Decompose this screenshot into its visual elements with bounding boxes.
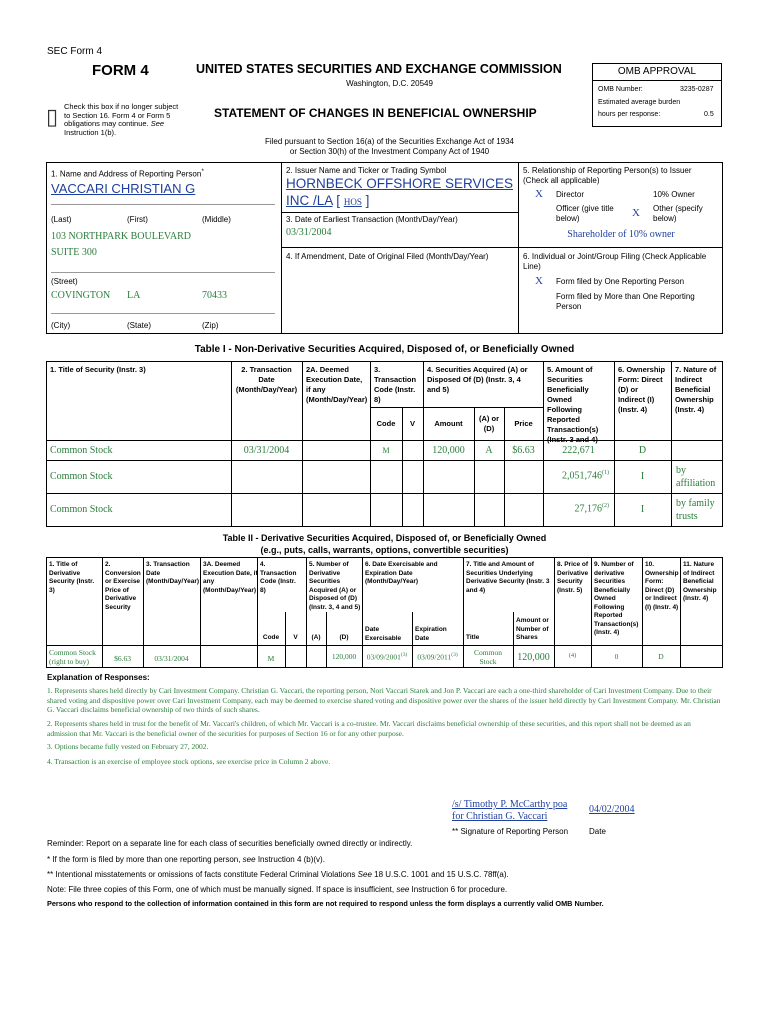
state-label: (State) — [127, 321, 152, 330]
issuer-label: 2. Issuer Name and Ticker or Trading Symbol — [286, 166, 447, 175]
t2-col-owned: 9. Number of derivative Securities Beneficially Owned Following Reported Transaction(s) (Instr. 4) — [594, 561, 639, 636]
t2-row-form: D — [658, 652, 664, 661]
other-title: Shareholder of 10% owner — [567, 229, 675, 240]
director-label: Director — [556, 190, 585, 199]
first-label: (First) — [127, 215, 148, 224]
ten-percent-owner-label: 10% Owner — [653, 190, 695, 199]
t1-row3-owned: 27,176$^{(2)}$ — [574, 503, 609, 515]
t1-row1-amount: 120,000 — [432, 445, 465, 456]
t1-col-ownership-form: 6. Ownership Form: Direct (D) or Indirect (I) (Instr. 4) — [618, 365, 666, 414]
t1-sub-ad: (A) or (D) — [479, 414, 499, 433]
zip-value: 70433 — [202, 290, 227, 301]
omb-hours-value: 0.5 — [704, 111, 714, 118]
t1-row2-title: Common Stock — [50, 471, 113, 482]
address-line-1: 103 NORTHPARK BOULEVARD — [51, 231, 191, 242]
t1-sub-v: V — [409, 419, 415, 428]
t1-row1-form: D — [638, 445, 647, 456]
amendment-label: 4. If Amendment, Date of Original Filed (Month/Day/Year) — [286, 252, 489, 261]
t2-row-exercisable: 03/09/2001$^{(3)}$ — [366, 652, 408, 662]
omb-number-value: 3235-0287 — [680, 86, 714, 93]
footnote-3: 3. Options became fully vested on February 27, 2002. — [47, 742, 209, 751]
other-label: Other (specify below) — [653, 204, 703, 223]
t1-sub-code: Code — [376, 419, 396, 428]
note-misstatements: ** Intentional misstatements or omissions of facts constitute Federal Criminal Violations See 18 U.S.C. 1001 and 15 U.S.C. 78ff(a). — [47, 870, 509, 879]
no-longer-subject-checkbox[interactable]: ▯ — [46, 104, 59, 129]
t2-row-title: Common Stock (right to buy) — [49, 648, 96, 666]
t1-row3-title: Common Stock — [50, 504, 113, 515]
t1-row2-form: I — [640, 471, 645, 482]
reporting-person-label: 1. Name and Address of Reporting Person* — [51, 168, 204, 179]
t2-col-conversion: 2. Conversion or Exercise Price of Derivative Security — [105, 561, 141, 611]
one-person-checkmark[interactable]: X — [535, 275, 543, 287]
issuer-name[interactable]: HORNBECK OFFSHORE SERVICES INC /LA [ HOS ] — [286, 176, 514, 208]
commission-title: UNITED STATES SECURITIES AND EXCHANGE COMMISSION — [196, 62, 562, 76]
t1-col-amount-owned: 5. Amount of Securities Beneficially Owned Following Reported Transaction(s) (Instr. 3 and 4) — [547, 365, 599, 444]
footnote-4: 4. Transaction is an exercise of employee stock options, see exercise price in Column 2 above. — [47, 757, 331, 766]
omb-title: OMB APPROVAL — [617, 66, 697, 77]
t2-sub-title: Title — [466, 634, 480, 641]
t1-row1-title: Common Stock — [50, 445, 113, 456]
t2-row-date: 03/31/2004 — [154, 654, 189, 663]
t2-row-d-amount: 120,000 — [331, 652, 357, 661]
t1-row3-form: I — [640, 504, 645, 515]
more-person-label: Form filed by More than One Reporting Person — [556, 292, 695, 311]
filed-pursuant: Filed pursuant to Section 16(a) of the Securities Exchange Act of 1934 or Section 30(h) of the Investment Company Act of 1940 — [264, 137, 515, 156]
t2-sub-expiration: Expiration Date — [415, 626, 447, 642]
earliest-transaction-date: 03/31/2004 — [286, 227, 332, 238]
t2-col-deemed: 3A. Deemed Execution Date, if any (Month/Day/Year) — [203, 561, 258, 594]
t1-row2-nature: by affiliation — [676, 465, 716, 489]
t1-col-deemed: 2A. Deemed Execution Date, if any (Month/Day/Year) — [306, 365, 368, 404]
t2-row-code: M — [267, 654, 275, 663]
t2-col-price: 8. Price of Derivative Security (Instr. 5) — [557, 561, 589, 594]
zip-label: (Zip) — [202, 321, 219, 330]
date-label: Date — [589, 827, 606, 836]
city-label: (City) — [51, 321, 71, 330]
sec-form-label: SEC Form 4 — [47, 46, 103, 57]
t1-row3-nature: by family trusts — [676, 498, 715, 522]
t1-sub-price: Price — [514, 419, 533, 428]
footnote-2: 2. Represents shares held in trust for the benefit of Mr. Vaccari's children, of which Mr. Vaccari is a co-trustee. Mr. Vaccari disclaims beneficial ownership of these securities, and this report shall not be deemed as an admission that Mr. Vaccari is the beneficial owner of the securities for purposes of Section 16 or for any other purpose. — [47, 719, 691, 738]
t1-col-title: 1. Title of Security (Instr. 3) — [50, 365, 146, 374]
t2-sub-d: (D) — [339, 634, 349, 641]
officer-label: Officer (give title below) — [556, 204, 614, 223]
signature-date: 04/02/2004 — [589, 804, 635, 815]
middle-label: (Middle) — [202, 215, 231, 224]
t1-row1-ad: A — [485, 445, 493, 456]
last-label: (Last) — [51, 215, 72, 224]
footnote-1: 1. Represents shares held directly by Cari Investment Company. Christian G. Vaccari, the reporting person, Nori Vaccari Starek and Jon P. Vaccari are each a one-third shareholder of Cari Investment Company. Due to their shared voting and dispositive power over Cari Investment Company, each may be deemed to exercise shared voting and dispositive power over the shares of the issuer held directly by Cari Investment Company. Mr. Christian G. Vaccari disclaims beneficial ownership of two thirds of such shares. — [47, 686, 721, 715]
form-title: FORM 4 — [92, 62, 149, 79]
one-person-label: Form filed by One Reporting Person — [556, 277, 685, 286]
t2-row-underlying-amount: 120,000 — [517, 652, 550, 663]
filing-label: 6. Individual or Joint/Group Filing (Check Applicable Line) — [523, 252, 707, 271]
t2-sub-v: V — [293, 634, 298, 641]
state-value: LA — [127, 290, 141, 301]
explanation-title: Explanation of Responses: — [47, 673, 150, 682]
commission-address: Washington, D.C. 20549 — [346, 79, 433, 88]
t1-col-date: 2. Transaction Date (Month/Day/Year) — [235, 365, 298, 394]
address-line-2: SUITE 300 — [51, 247, 97, 258]
t1-row2-owned: 2,051,746$^{(1)}$ — [562, 470, 609, 482]
table1-title: Table I - Non-Derivative Securities Acquired, Disposed of, or Beneficially Owned — [194, 344, 575, 355]
t2-col-title: 1. Title of Derivative Security (Instr. 3) — [49, 561, 95, 594]
note-copies: Note: File three copies of this Form, one of which must be manually signed. If space is insufficient, see Instruction 6 for procedure. — [47, 885, 508, 894]
t2-col-number: 5. Number of Derivative Securities Acquired (A) or Disposed of (D) (Instr. 3, 4 and 5) — [309, 561, 361, 611]
city-value: COVINGTON — [51, 290, 111, 301]
t2-col-ownership-form: 10. Ownership Form: Direct (D) or Indirect (I) (Instr. 4) — [645, 561, 679, 611]
omb-hours-label: hours per response: — [598, 111, 661, 118]
relationship-label: 5. Relationship of Reporting Person(s) to Issuer (Check all applicable) — [523, 166, 692, 185]
omb-number-label: OMB Number: — [598, 86, 643, 93]
director-checkmark[interactable]: X — [535, 188, 543, 200]
signature-label: ** Signature of Reporting Person — [452, 827, 569, 836]
signature: /s/ Timothy P. McCarthy poa for Christian G. Vaccari — [452, 799, 568, 822]
other-checkmark[interactable]: X — [632, 207, 640, 219]
t1-col-nature: 7. Nature of Indirect Beneficial Ownership (Instr. 4) — [675, 365, 717, 414]
t2-sub-code: Code — [262, 634, 280, 641]
table2-title: Table II - Derivative Securities Acquired, Disposed of, or Beneficially Owned (e.g., puts, calls, warrants, options, convertible securities) — [222, 533, 547, 555]
t2-col-underlying: 7. Title and Amount of Securities Underlying Derivative Security (Instr. 3 and 4) — [466, 561, 550, 594]
note-multiple-persons: * If the form is filed by more than one reporting person, see Instruction 4 (b)(v). — [47, 855, 325, 864]
reporting-person-name[interactable]: VACCARI CHRISTIAN G — [51, 181, 196, 196]
statement-title: STATEMENT OF CHANGES IN BENEFICIAL OWNERSHIP — [214, 106, 537, 120]
t2-row-price: $6.63 — [114, 654, 131, 663]
omb-burden-label: Estimated average burden — [598, 99, 681, 106]
t1-row1-code: M — [382, 446, 390, 455]
issuer-ticker: HOS — [343, 197, 362, 207]
t2-sub-exercisable: Date Exercisable — [365, 626, 402, 642]
t1-row1-date: 03/31/2004 — [243, 445, 290, 456]
t2-col-code: 4. Transaction Code (Instr. 8) — [260, 561, 297, 594]
street-label: (Street) — [51, 277, 78, 286]
t2-sub-a: (A) — [311, 634, 321, 641]
t2-row-underlying-title: Common Stock — [474, 648, 502, 666]
persons-notice: Persons who respond to the collection of information contained in this form are not required to respond unless the form displays a currently valid OMB Number. — [47, 899, 604, 908]
t2-row-owned: 0 — [614, 652, 619, 661]
t2-col-date: 3. Transaction Date (Month/Day/Year) — [146, 561, 200, 585]
reminder-note: Reminder: Report on a separate line for each class of securities beneficially owned directly or indirectly. — [47, 839, 413, 848]
t2-row-expiration: 03/09/2011$^{(3)}$ — [417, 652, 458, 662]
t1-row1-owned: 222,671 — [562, 445, 595, 456]
t2-sub-amount: Amount or Number of Shares — [516, 617, 549, 641]
t1-sub-amount: Amount — [434, 419, 463, 428]
t2-col-exercisable: 6. Date Exercisable and Expiration Date (Month/Day/Year) — [365, 561, 438, 585]
t2-col-nature: 11. Nature of Indirect Beneficial Ownership (Instr. 4) — [683, 561, 717, 602]
t1-col-code: 3. Transaction Code (Instr. 8) — [374, 365, 417, 404]
checkbox-instructions: Check this box if no longer subject to Section 16. Form 4 or Form 5 obligations may continue. See Instruction 1(b). — [64, 102, 179, 137]
t1-row1-price: $6.63 — [512, 445, 535, 456]
earliest-transaction-label: 3. Date of Earliest Transaction (Month/Day/Year) — [286, 215, 458, 224]
t1-col-securities: 4. Securities Acquired (A) or Disposed Of (D) (Instr. 3, 4 and 5) — [427, 365, 528, 394]
t2-row-deriv-price: (4) — [568, 652, 577, 659]
